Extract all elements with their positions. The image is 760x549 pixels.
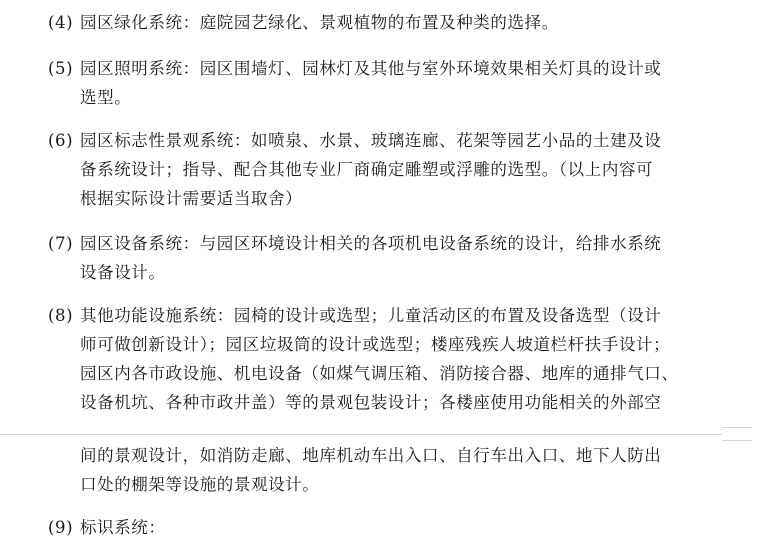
item-text-line: 选型。 <box>80 88 132 107</box>
item-text-line: 间的景观设计，如消防走廊、地库机动车出入口、自行车出入口、地下人防出 <box>80 446 662 465</box>
item-text-line: 园区绿化系统：庭院园艺绿化、景观植物的布置及种类的选择。 <box>80 13 559 32</box>
page-break-line <box>0 434 722 435</box>
list-item-5 <box>48 54 738 112</box>
item-text-line: 园区设备系统：与园区环境设计相关的各项机电设备系统的设计，给排水系统 <box>80 234 662 253</box>
item-number: (9) <box>48 518 74 537</box>
item-number: (8) <box>48 306 74 325</box>
list-item-7 <box>48 229 738 287</box>
list-item-4 <box>48 8 738 37</box>
item-text-line: 口处的棚架等设施的景观设计。 <box>80 475 320 494</box>
list-item-8 <box>48 301 738 417</box>
item-text-line: 园区内各市政设施、机电设备（如煤气调压箱、消防接合器、地库的通排气口、 <box>80 364 679 383</box>
item-text-line: 园区标志性景观系统：如喷泉、水景、玻璃连廊、花架等园艺小品的土建及设 <box>80 131 662 150</box>
item-number: (5) <box>48 59 74 78</box>
item-text-line: 其他功能设施系统：园椅的设计或选型；儿童活动区的布置及设备选型（设计 <box>80 306 662 325</box>
item-text-line: 备系统设计；指导、配合其他专业厂商确定雕塑或浮雕的选型。（以上内容可 <box>80 160 654 179</box>
item-number: (6) <box>48 131 74 150</box>
item-text-line: 根据实际设计需要适当取舍） <box>80 189 303 208</box>
item-text-line: 设备设计。 <box>80 263 166 282</box>
page-break-marker <box>722 427 752 441</box>
item-number: (4) <box>48 13 74 32</box>
list-item-6 <box>48 126 738 213</box>
item-number: (7) <box>48 234 74 253</box>
list-item-9 <box>48 513 738 542</box>
list-item-8-continued <box>48 441 738 499</box>
item-text-line: 师可做创新设计）；园区垃圾筒的设计或选型；楼座残疾人坡道栏杆扶手设计； <box>80 335 671 354</box>
item-text-line: 标识系统： <box>80 518 166 537</box>
item-text-line: 园区照明系统：园区围墙灯、园林灯及其他与室外环境效果相关灯具的设计或 <box>80 59 662 78</box>
item-text-line: 设备机坑、各种市政井盖）等的景观包装设计；各楼座使用功能相关的外部空 <box>80 393 662 412</box>
